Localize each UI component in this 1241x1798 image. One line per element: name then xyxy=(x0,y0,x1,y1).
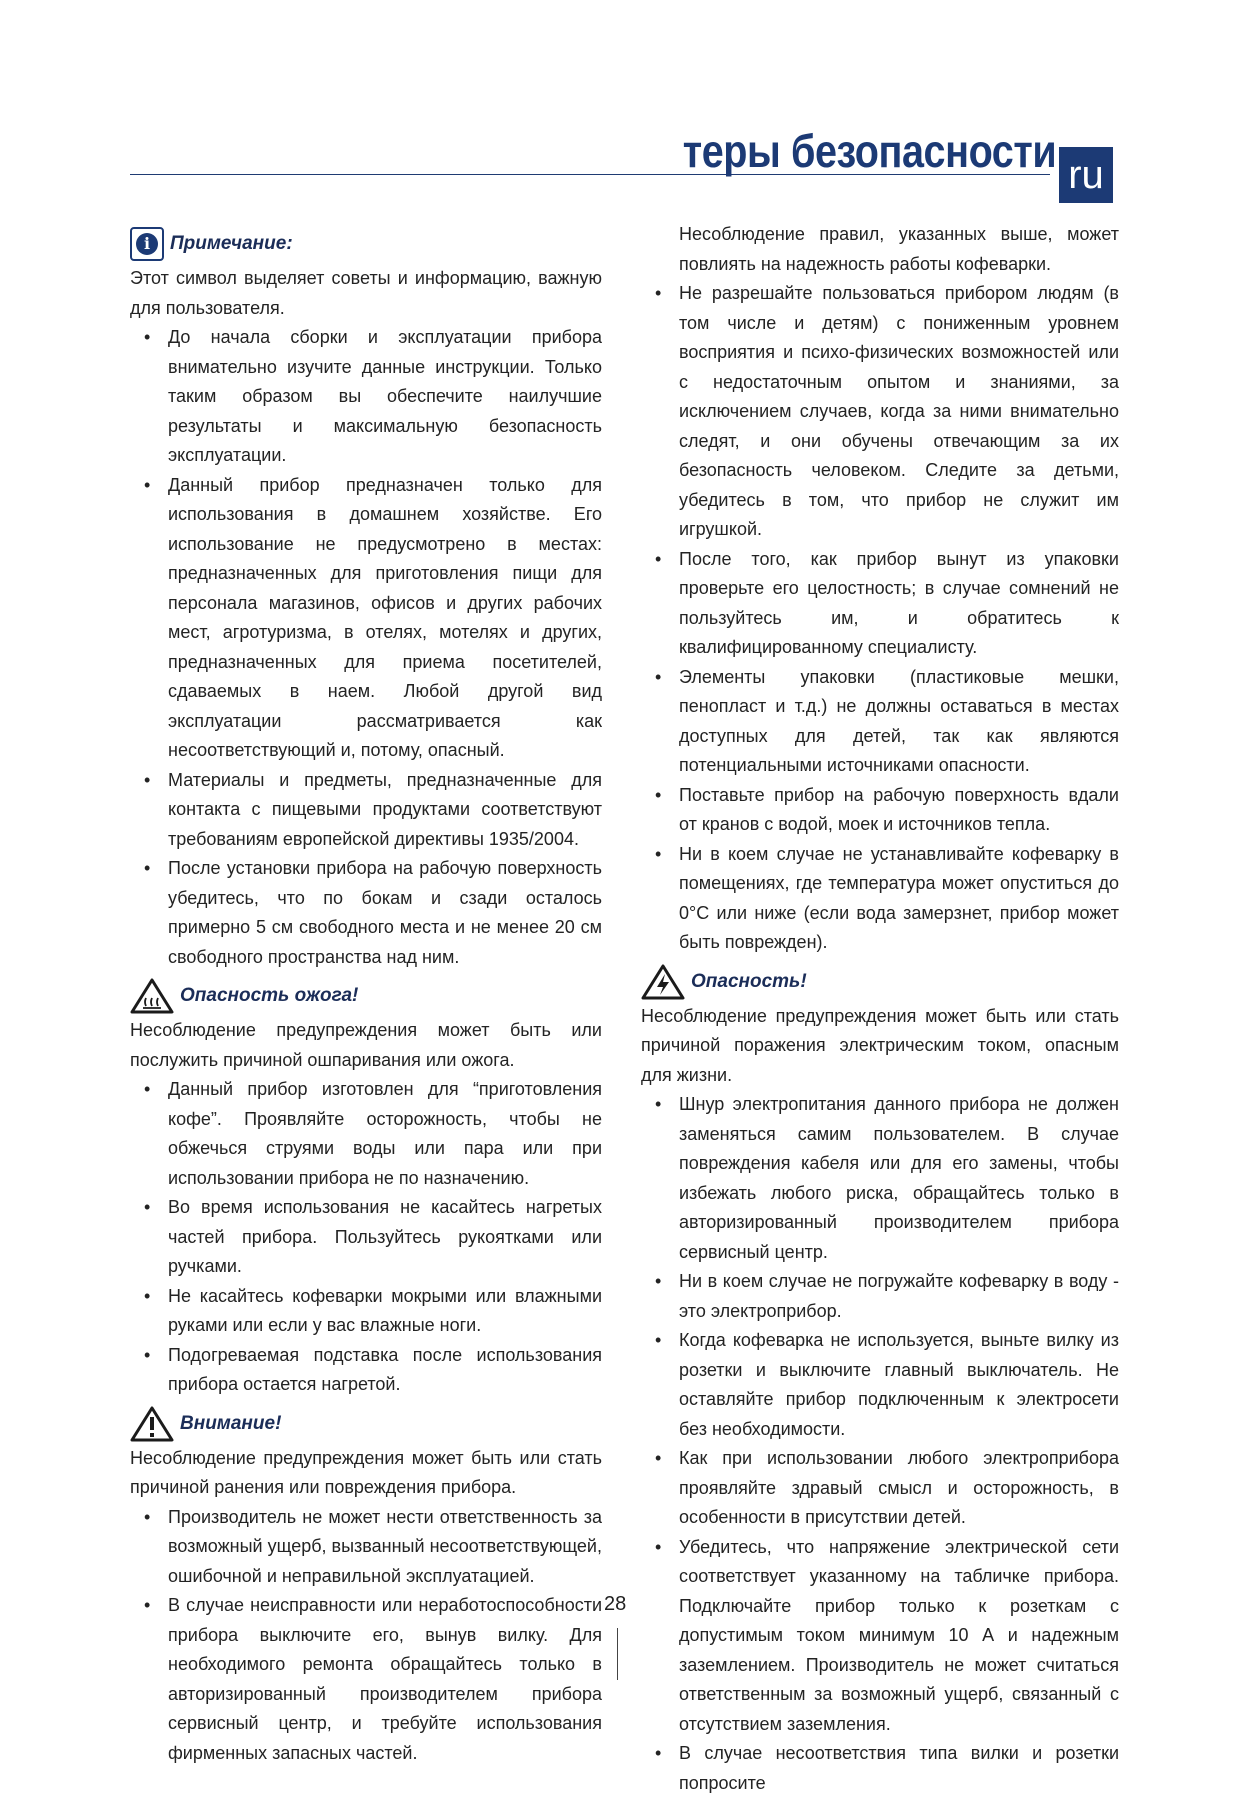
list-item: • Не касайтесь кофеварки мокрыми или влажными руками или если у вас влажные ноги. xyxy=(144,1285,602,1335)
list-item: • Элементы упаковки (пластиковые мешки, пенопласт и т.д.) не должны оставаться в местах доступных для детей, так как являются потенциальными источниками опасности. xyxy=(655,666,1119,775)
list-item: • Данный прибор изготовлен для “приготовления кофе”. Проявляйте осторожность, чтобы не обжечься струями воды или пара или при использовании прибора не по назначению. xyxy=(144,1079,602,1188)
note-text: Этот символ выделяет советы и информацию, важную для пользователя. xyxy=(130,268,602,318)
list-item: • Шнур электропитания данного прибора не должен заменяться самим пользователем. В случае повреждения кабеля или для его замены, чтобы избежать любого риска, обращайтесь только в авторизированный производителем прибора сервисный центр. xyxy=(655,1094,1119,1262)
page-title: теры безопасности xyxy=(682,125,1056,177)
attention-text: Несоблюдение предупреждения может быть или стать причиной ранения или повреждения прибора. xyxy=(130,1447,602,1497)
list-item: • Ни в коем случае не погружайте кофеварку в воду - это электроприбор. xyxy=(655,1271,1119,1321)
list-item: • Производитель не может нести ответственность за возможный ущерб, вызванный несоответствующей, ошибочной и неправильной эксплуатацией. xyxy=(144,1506,602,1586)
info-icon: i xyxy=(130,227,164,261)
list-item: • Во время использования не касайтесь нагретых частей прибора. Пользуйтесь рукоятками или ручками. xyxy=(144,1197,602,1276)
list-item: • Данный прибор предназначен только для использования в домашнем хозяйстве. Его использование не предусмотрено в местах: предназначенных для приготовления пищи для персонала магазинов, офисов и других рабочих мест, агротуризма, в отелях, мотелях и других, предназначенных для приема посетителей, сдаваемых в наем. Любой другой вид эксплуатации рассматривается как несоответствующий и, потому, опасный. xyxy=(144,474,602,760)
list-item: • Подогреваемая подставка после использования прибора остается нагретой. xyxy=(144,1344,602,1394)
list-item: • После того, как прибор вынут из упаковки проверьте его целостность; в случае сомнений не пользуйтесь им, и обратитесь к квалифицированному специалисту. xyxy=(655,548,1119,657)
list-item: • Поставьте прибор на рабочую поверхность вдали от кранов с водой, моек и источников тепла. xyxy=(655,784,1119,834)
burn-text: Несоблюдение предупреждения может быть или послужить причиной ошпаривания или ожога. xyxy=(130,1020,602,1070)
footer-divider xyxy=(617,1628,618,1680)
list-item: • До начала сборки и эксплуатации прибора внимательно изучите данные инструкции. Только таким образом вы обеспечите наилучшие результаты и максимальную безопасность эксплуатации. xyxy=(144,327,602,465)
language-badge: ru xyxy=(1059,147,1113,203)
note-heading-row xyxy=(130,224,602,264)
list-item: • Когда кофеварка не используется, выньте вилку из розетки и выключите главный выключатель. Не оставляйте прибор подключенным к электросети без необходимости. xyxy=(655,1330,1119,1439)
hot-surface-warning-icon xyxy=(130,978,174,1014)
attention-heading: Внимание! xyxy=(180,1412,282,1434)
electric-hazard-icon xyxy=(641,964,685,1000)
attention-heading-row xyxy=(130,1404,602,1444)
warning-triangle-icon xyxy=(130,1406,174,1442)
right-column xyxy=(641,220,1119,1798)
list-item: • Ни в коем случае не устанавливайте кофеварку в помещениях, где температура может опуститься до 0°C или ниже (если вода замерзнет, прибор может быть поврежден). xyxy=(655,843,1119,952)
list-item: • В случае неисправности или неработоспособности прибора выключите его, вынув вилку. Для необходимого ремонта обращайтесь только в авторизированный производителем прибора сервисный центр, и требуйте использования фирменных запасных частей. xyxy=(144,1595,602,1763)
danger-heading: Опасность! xyxy=(691,970,807,992)
left-column xyxy=(130,220,602,1768)
list-item: • В случае несоответствия типа вилки и розетки попросите xyxy=(655,1743,1119,1793)
note-heading: Примечание: xyxy=(170,233,293,255)
page-number: 28 xyxy=(604,1593,627,1615)
list-item: • Материалы и предметы, предназначенные для контакта с пищевыми продуктами соответствуют требованиям европейской директивы 1935/2004. xyxy=(144,769,602,849)
list-item: • Убедитесь, что напряжение электрической сети соответствует указанному на табличке прибора. Подключайте прибор только к розеткам с допустимым током минимум 10 А и надежным заземлением. Производитель не может считаться ответственным за возможный ущерб, связанный с отсутствием заземления. xyxy=(655,1536,1119,1734)
continued-text: Несоблюдение правил, указанных выше, может повлиять на надежность работы кофеварки. xyxy=(679,224,1119,274)
danger-heading-row xyxy=(641,962,1119,1002)
list-item: • Не разрешайте пользоваться прибором людям (в том числе и детям) с пониженным уровнем восприятия и психо-физических возможностей или с недостаточным опытом и знаниями, за исключением случаев, когда за ними внимательно следят, и они обучены отвечающим за их безопасность человеком. Следите за детьми, убедитесь в том, что прибор не служит им игрушкой. xyxy=(655,283,1119,539)
list-item: • Как при использовании любого электроприбора проявляйте здравый смысл и осторожность, в особенности в присутствии детей. xyxy=(655,1448,1119,1527)
burn-heading-row xyxy=(130,976,602,1016)
list-item: • После установки прибора на рабочую поверхность убедитесь, что по бокам и сзади осталось примерно 5 см свободного места и не менее 20 см свободного пространства над ним. xyxy=(144,858,602,967)
burn-heading: Опасность ожога! xyxy=(180,985,359,1007)
danger-text: Несоблюдение предупреждения может быть или стать причиной поражения электрическим током, опасным для жизни. xyxy=(641,1005,1119,1085)
